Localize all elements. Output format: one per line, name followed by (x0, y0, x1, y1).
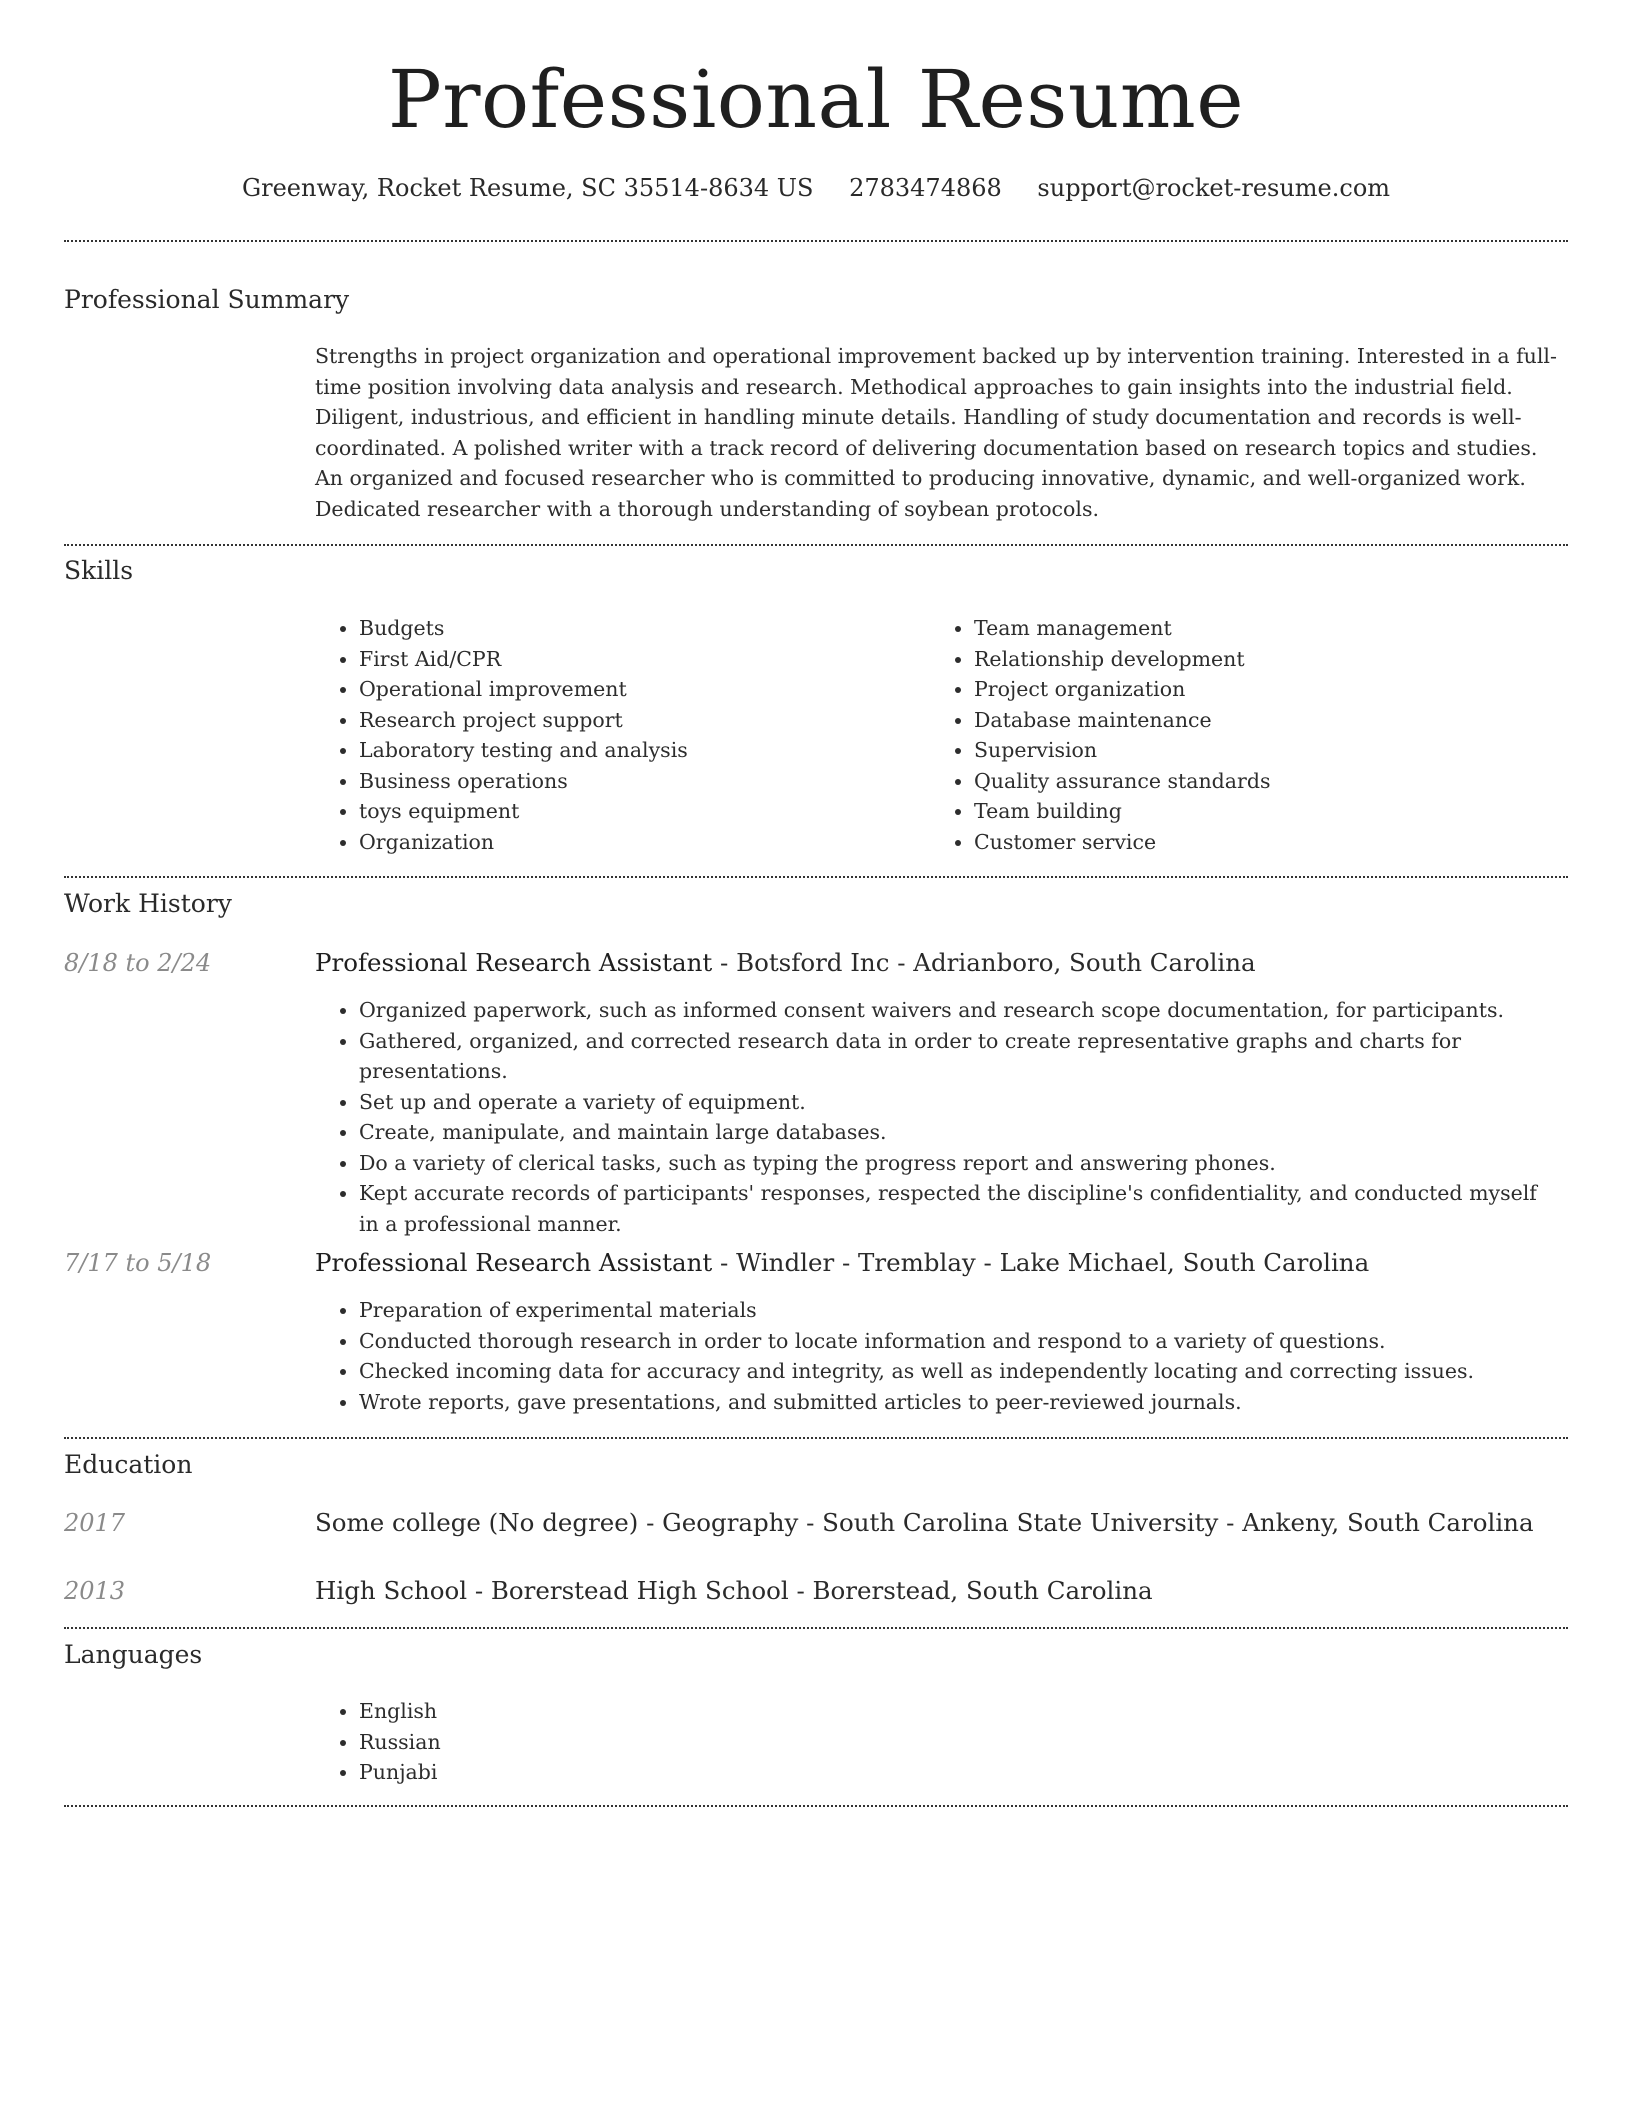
contact-line (64, 172, 1568, 204)
job-bullet: • Conducted thorough research in order to locate information and respond to a variety of questions. (359, 1326, 1560, 1357)
skill-item: • First Aid/CPR (359, 644, 875, 675)
section-title-skills: Skills (64, 556, 134, 585)
summary-text: Strengths in project organization and operational improvement backed up by intervention training. Interested in a full-time position involving data analysis and research. Methodical approaches to gain insights into the industrial field. Diligent, industrious, and efficient in handling minute details. Handling of study documentation and records is well-coordinated. A polished writer with a track record of delivering documentation based on research topics and studies. An organized and focused researcher who is committed to producing innovative, dynamic, and well-organized work. Dedicated researcher with a thorough understanding of soybean protocols. (315, 344, 1557, 521)
job-heading (315, 947, 1560, 979)
job-entry (315, 947, 1560, 1239)
job-bullet: • Checked incoming data for accuracy and integrity, as well as independently locating and correcting issues. (359, 1356, 1560, 1387)
language-item: • Punjabi (359, 1757, 1560, 1788)
job-entry (315, 1247, 1560, 1417)
job-dates: 7/17 to 5/18 (64, 1249, 212, 1277)
education-school: - South Carolina State University - Ankeny, South Carolina (798, 1508, 1534, 1537)
page-title: Professional Resume (387, 53, 1245, 146)
section-title-education: Education (64, 1450, 193, 1479)
divider (64, 1627, 1568, 1629)
skill-item: • Supervision (974, 735, 1490, 766)
job-title: Professional Research Assistant (315, 948, 713, 977)
language-item: • English (359, 1696, 1560, 1727)
skills-list-right (930, 613, 1490, 857)
job-bullet: • Do a variety of clerical tasks, such as typing the progress report and answering phones. (359, 1148, 1560, 1179)
job-title: Professional Research Assistant (315, 1248, 713, 1277)
job-bullets (315, 1295, 1560, 1417)
education-year: 2013 (64, 1577, 126, 1605)
language-item: • Russian (359, 1727, 1560, 1758)
section-title-languages: Languages (64, 1640, 203, 1669)
skill-item: • Team management (974, 613, 1490, 644)
job-bullet: • Wrote reports, gave presentations, and submitted articles to peer-reviewed journals. (359, 1387, 1560, 1418)
job-company: - Botsford Inc - Adrianboro, South Carolina (712, 948, 1256, 977)
skill-item: • Database maintenance (974, 705, 1490, 736)
skill-item: • Team building (974, 796, 1490, 827)
education-degree: Some college (No degree) - Geography (315, 1508, 799, 1537)
education-entry (315, 1575, 1560, 1607)
job-dates: 8/18 to 2/24 (64, 949, 212, 977)
skill-item: • Business operations (359, 766, 875, 797)
summary-block (315, 341, 1560, 524)
divider (64, 1805, 1568, 1807)
skill-item: • Laboratory testing and analysis (359, 735, 875, 766)
contact-phone: 2783474868 (849, 174, 1002, 202)
divider (64, 544, 1568, 546)
job-company: - Windler - Tremblay - Lake Michael, South Carolina (712, 1248, 1370, 1277)
job-bullet: • Create, manipulate, and maintain large databases. (359, 1117, 1560, 1148)
education-heading (315, 1575, 1560, 1607)
education-heading (315, 1507, 1560, 1539)
languages-list (315, 1696, 1560, 1788)
section-title-work: Work History (64, 889, 232, 918)
skill-item: • Customer service (974, 827, 1490, 858)
job-heading (315, 1247, 1560, 1279)
skill-item: • Quality assurance standards (974, 766, 1490, 797)
divider (64, 240, 1568, 242)
section-title-summary: Professional Summary (64, 285, 350, 314)
education-degree: High School (315, 1576, 468, 1605)
languages-block (315, 1696, 1560, 1788)
contact-address: Greenway, Rocket Resume, SC 35514-8634 US (241, 174, 814, 202)
job-bullet: • Organized paperwork, such as informed consent waivers and research scope documentation, for participants. (359, 995, 1560, 1026)
job-bullet: • Set up and operate a variety of equipment. (359, 1087, 1560, 1118)
education-entry (315, 1507, 1560, 1539)
skills-list-left (315, 613, 875, 857)
divider (64, 1437, 1568, 1439)
education-school: - Borerstead High School - Borerstead, South Carolina (467, 1576, 1153, 1605)
skill-item: • Organization (359, 827, 875, 858)
job-bullet: • Preparation of experimental materials (359, 1295, 1560, 1326)
education-year: 2017 (64, 1509, 126, 1537)
skill-item: • Relationship development (974, 644, 1490, 675)
skill-item: • Budgets (359, 613, 875, 644)
job-bullet: • Gathered, organized, and corrected research data in order to create representative graphs and charts for presentations. (359, 1026, 1560, 1087)
job-bullet: • Kept accurate records of participants' responses, respected the discipline's confidentiality, and conducted myself in a professional manner. (359, 1178, 1560, 1239)
contact-email: support@rocket-resume.com (1037, 174, 1391, 202)
skill-item: • Research project support (359, 705, 875, 736)
skill-item: • Project organization (974, 674, 1490, 705)
skill-item: • toys equipment (359, 796, 875, 827)
skill-item: • Operational improvement (359, 674, 875, 705)
job-bullets (315, 995, 1560, 1239)
divider (64, 876, 1568, 878)
